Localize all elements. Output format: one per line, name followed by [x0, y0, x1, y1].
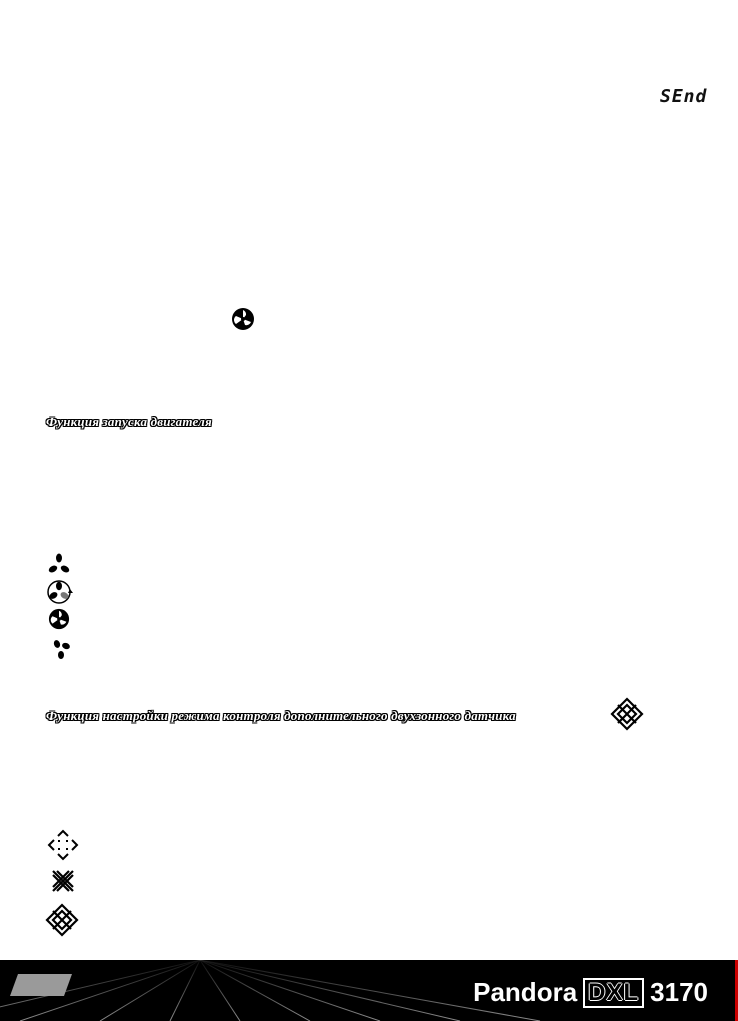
sensor-full-icon	[45, 903, 79, 937]
brand-logo	[473, 977, 708, 1008]
brand-name: Pandora	[473, 977, 578, 1007]
sensor-cross-icon	[50, 868, 76, 894]
lcd-send-indicator: SEnd	[660, 86, 708, 107]
sensor-full-icon	[610, 697, 644, 731]
fan-partial-icon	[50, 638, 72, 660]
sensor-arrows-icon	[46, 829, 80, 861]
fan-icon	[231, 307, 255, 331]
brand-model-box: DXL	[583, 978, 644, 1008]
fan-off-icon	[48, 553, 70, 575]
brand-model-number: 3170	[650, 977, 708, 1007]
heading-engine-start: Функция запуска двигателя	[46, 414, 212, 429]
fan-on-icon	[48, 608, 70, 630]
footer-band	[0, 960, 738, 1021]
fan-rotating-icon	[44, 577, 74, 605]
page-number-tab	[10, 974, 72, 996]
heading-dual-zone-sensor: Функция настройки режима контроля дополнительного двухзонного датчика	[46, 708, 516, 723]
